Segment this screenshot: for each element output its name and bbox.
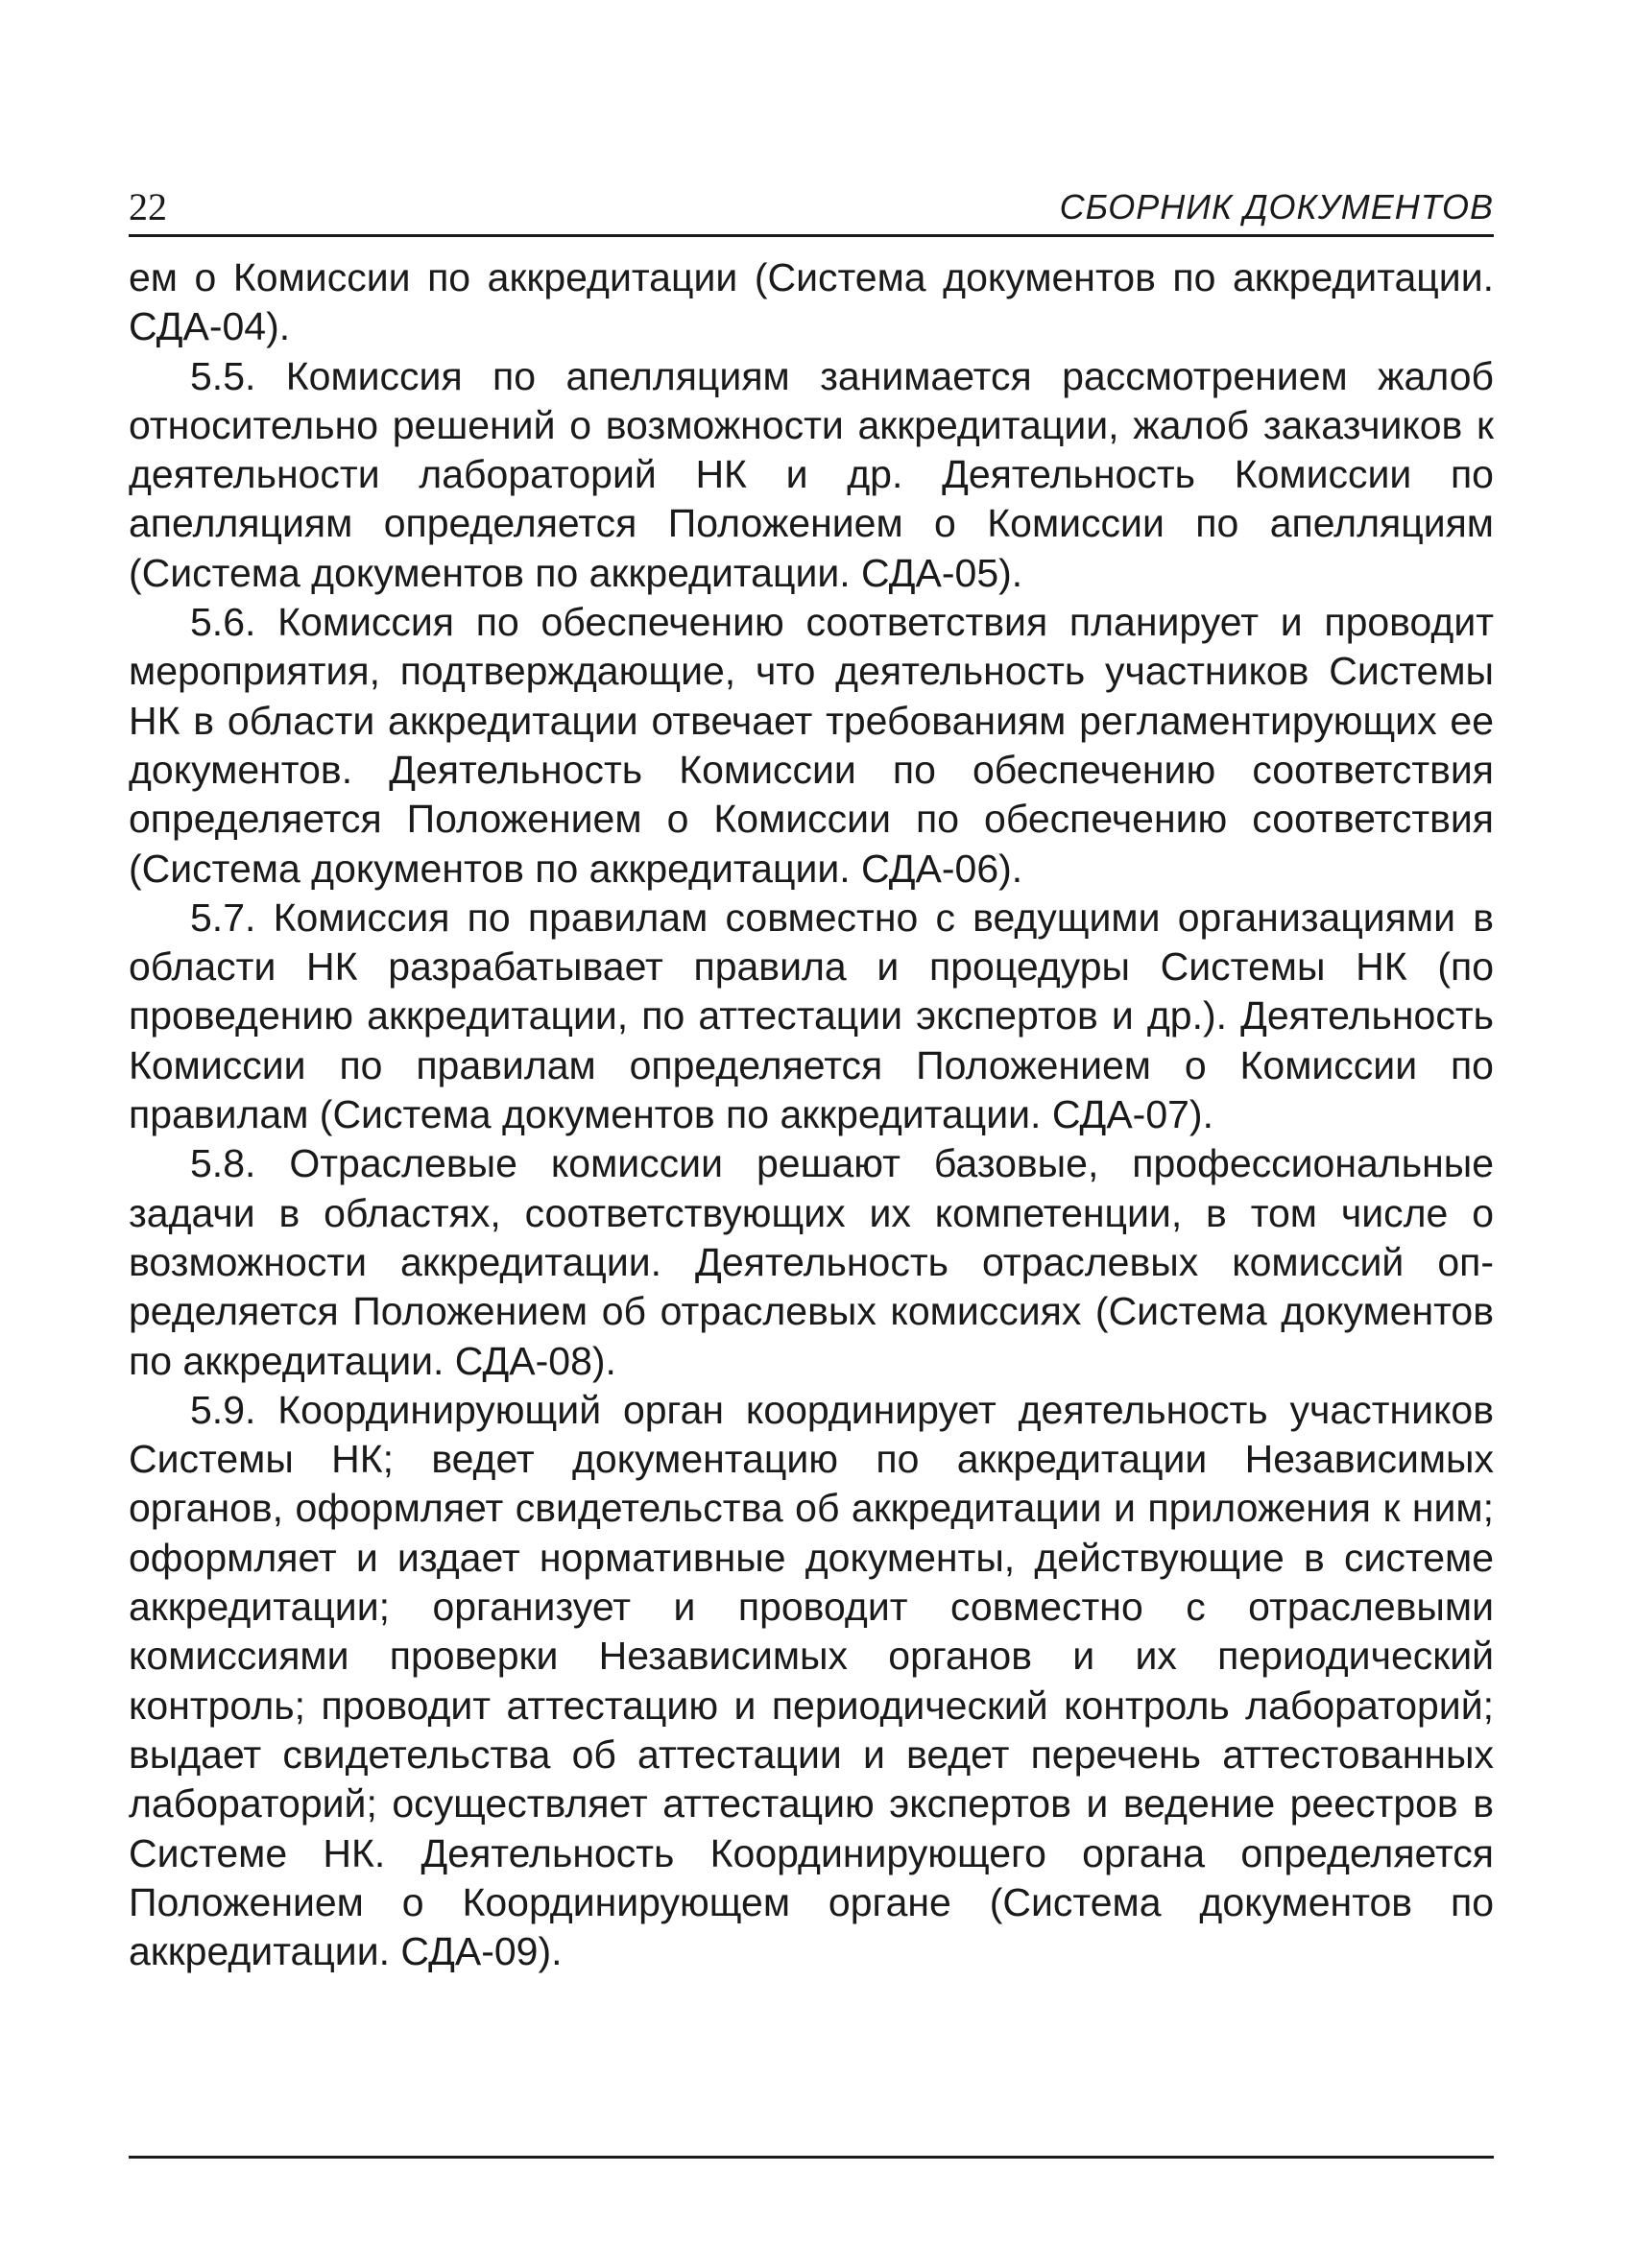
paragraph-5-5: 5.5. Комиссия по апелляциям занимается рассмотрением жалоб относительно решений о возможности аккредитации, жалоб заказчиков к деятельности лабораторий НК и др. Деятельность Комиссии по апелляциям определяется Положением о Комиссии по апелляциям (Система документов по аккредитации. СДА-05). xyxy=(129,353,1494,595)
paragraph-5-9: 5.9. Координирующий орган координирует деятельность участников Системы НК; ведет документацию по аккредитации Независимых органов, оформляет свидетельства об аккредитации и приложения к ним; оформляет и издает нормативные документы, действующие в системе аккредитации; организует и проводит совместно с отраслевыми комиссиями проверки Независимых органов и их периодический контроль; проводит аттестацию и периодический контроль лабораторий; выдает свидетельства об аттестации и ведет перечень аттестованных лабораторий; осуществляет аттестацию экспертов и ведение реестров в Системе НК. Деятельность Координирующего органа определяется Положением о Координирующем органе (Система документов по аккредитации. СДА-09). xyxy=(129,1387,1494,1974)
body-text xyxy=(129,253,1494,1976)
running-title: СБОРНИК ДОКУМЕНТОВ xyxy=(1059,187,1494,227)
paragraph-continuation: ем о Комиссии по аккредитации (Система документов по аккредитации. СДА-04). xyxy=(129,255,1494,349)
footer-rule xyxy=(129,2156,1494,2159)
paragraph-5-6: 5.6. Комиссия по обеспечению соответствия планирует и проводит мероприятия, подтверждающие, что деятельность участников Системы НК в области аккредитации отвечает требованиям регламентирующих ее документов. Деятельность Комиссии по обеспечению соответствия определяется Положением о Комиссии по обеспечению соответствия (Система документов по аккредитации. СДА-06). xyxy=(129,600,1494,891)
paragraph-5-7: 5.7. Комиссия по правилам совместно с ведущими организациями в области НК разрабатывает правила и процедуры Системы НК (по проведению аккредитации, по аттестации экспертов и др.). Деятельность Комиссии по правилам определяется Положением о Комиссии по правилам (Система документов по аккредитации. СДА-07). xyxy=(129,895,1494,1137)
page-number: 22 xyxy=(129,185,167,228)
page-header xyxy=(129,182,1494,237)
paragraph-5-8: 5.8. Отраслевые комиссии решают базовые, профессиональные задачи в областях, соответствующих их компетенции, в том числе о возможности аккредитации. Деятельность отраслевых комиссий определяется Положением об отраслевых комиссиях (Система документов по аккредитации. СДА-08). xyxy=(129,1141,1494,1383)
